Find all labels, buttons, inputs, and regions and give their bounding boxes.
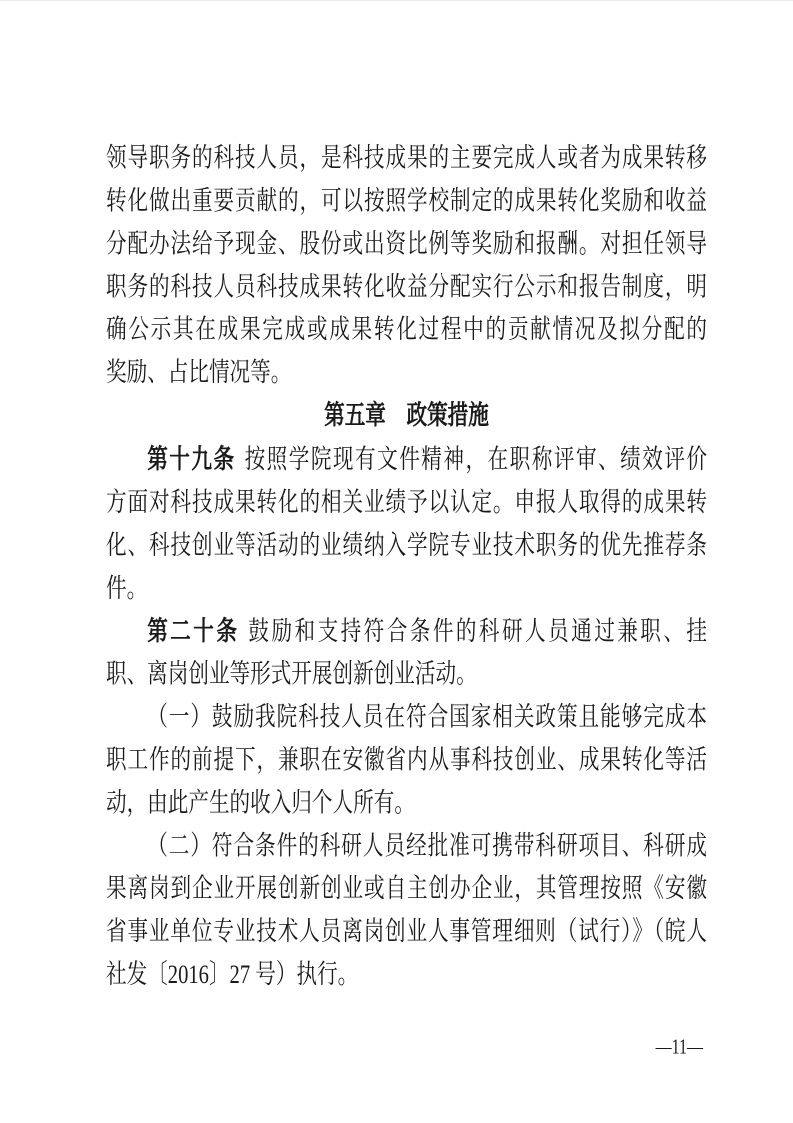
text-line: 领导职务的科技人员，是科技成果的主要完成人或者为成果转移 bbox=[106, 144, 707, 174]
paragraph-article-19 bbox=[106, 439, 707, 611]
document-content bbox=[106, 138, 707, 998]
text-line: 确公示其在成果完成或成果转化过程中的贡献情况及拟分配的 bbox=[106, 316, 707, 346]
page-number: —11— bbox=[655, 1036, 703, 1059]
paragraph-item-1 bbox=[106, 697, 707, 826]
paragraph-continuation bbox=[106, 138, 707, 396]
article-number: 第十九条 bbox=[147, 445, 236, 475]
text-line: 转化做出重要贡献的，可以按照学校制定的成果转化奖励和收益 bbox=[106, 187, 707, 217]
text-line: 奖励、占比情况等。 bbox=[106, 359, 292, 389]
text-line: 件。 bbox=[106, 574, 148, 604]
chapter-heading: 第五章 政策措施 bbox=[324, 402, 489, 432]
text-line: 职、离岗创业等形式开展创新创业活动。 bbox=[106, 660, 477, 690]
paragraph-article-20 bbox=[106, 611, 707, 697]
article-text: 鼓励和支持符合条件的科研人员通过兼职、挂 bbox=[248, 617, 708, 647]
text-line: （一）鼓励我院科技人员在符合国家相关政策且能够完成本 bbox=[147, 703, 707, 733]
text-line: 方面对科技成果转化的相关业绩予以认定。申报人取得的成果转 bbox=[106, 488, 707, 518]
text-line: （二）符合条件的科研人员经批准可携带科研项目、科研成 bbox=[147, 832, 707, 862]
text-line: 职工作的前提下，兼职在安徽省内从事科技创业、成果转化等活 bbox=[106, 746, 707, 776]
text-line: 分配办法给予现金、股份或出资比例等奖励和报酬。对担任领导 bbox=[106, 230, 707, 260]
text-line: 动，由此产生的收入归个人所有。 bbox=[106, 789, 415, 819]
text-line: 化、科技创业等活动的业绩纳入学院专业技术职务的优先推荐条 bbox=[106, 531, 707, 561]
text-line: 职务的科技人员科技成果转化收益分配实行公示和报告制度，明 bbox=[106, 273, 707, 303]
article-number: 第二十条 bbox=[147, 617, 240, 647]
article-text: 按照学院现有文件精神，在职称评审、绩效评价 bbox=[244, 445, 708, 475]
paragraph-item-2 bbox=[106, 826, 707, 998]
text-line bbox=[106, 611, 707, 654]
text-line: 社发〔2016〕27 号）执行。 bbox=[106, 961, 359, 991]
text-line: 果离岗到企业开展创新创业或自主创办企业，其管理按照《安徽 bbox=[106, 875, 707, 905]
text-line: 省事业单位专业技术人员离岗创业人事管理细则（试行）》（皖人 bbox=[106, 918, 707, 948]
text-line bbox=[106, 439, 707, 482]
